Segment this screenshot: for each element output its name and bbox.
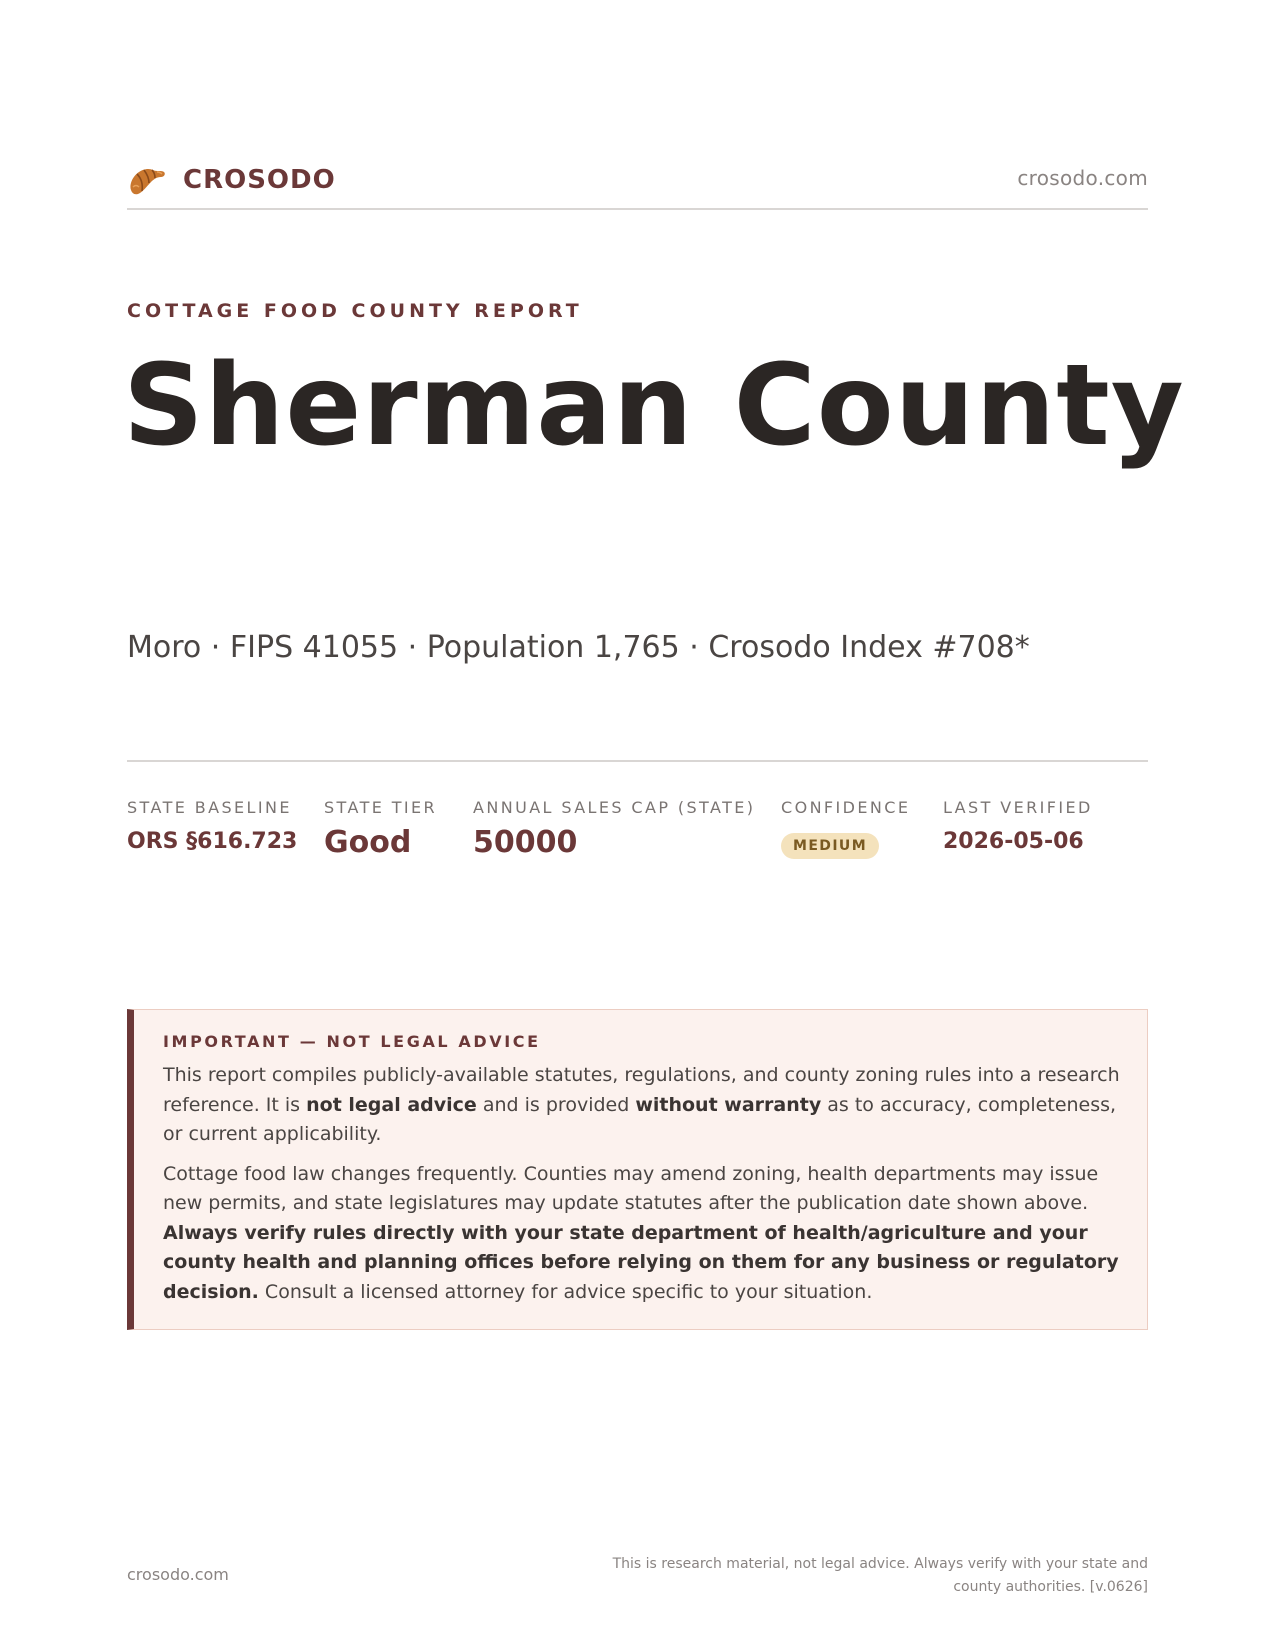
footer-disclaimer: This is research material, not legal advice. Always verify with your state and county authorities. [v.0626] xyxy=(612,1556,1148,1595)
notice-paragraph-1 xyxy=(163,1061,1123,1150)
report-eyebrow: COTTAGE FOOD COUNTY REPORT xyxy=(127,300,583,322)
brand-name: CROSODO xyxy=(183,165,336,195)
notice-emphasis: without warranty xyxy=(635,1093,822,1116)
report-page xyxy=(123,0,1185,1650)
stat-value: 50000 xyxy=(473,825,578,860)
stat-sales-cap xyxy=(473,798,755,860)
notice-text: This report compiles publicly-available statutes, regulations, and county zoning rules into a research reference. It is xyxy=(163,1064,1120,1116)
county-summary-line: Moro · FIPS 41055 · Population 1,765 · Crosodo Index #708* xyxy=(127,630,1030,665)
stat-label: ANNUAL SALES CAP (STATE) xyxy=(473,798,756,817)
stat-label: STATE BASELINE xyxy=(127,798,292,817)
stat-value: 2026-05-06 xyxy=(943,829,1084,854)
stat-label: STATE TIER xyxy=(324,798,438,817)
notice-title: IMPORTANT — NOT LEGAL ADVICE xyxy=(163,1032,541,1051)
stat-label: CONFIDENCE xyxy=(781,798,911,817)
notice-text: as to accuracy, completeness, or current applicability. xyxy=(163,1093,1117,1145)
notice-text: Consult a licensed attorney for advice specific to your situation. xyxy=(258,1280,873,1303)
stat-state-baseline xyxy=(127,798,297,854)
header-divider xyxy=(127,208,1148,210)
confidence-badge: MEDIUM xyxy=(781,833,879,859)
stat-value: Good xyxy=(324,825,412,860)
header-site-link[interactable]: crosodo.com xyxy=(1017,166,1148,190)
notice-text: and is provided xyxy=(476,1093,636,1116)
stats-divider xyxy=(127,760,1148,762)
stat-value: ORS §616.723 xyxy=(127,829,298,854)
brand[interactable] xyxy=(127,160,336,200)
footer-site-link[interactable]: crosodo.com xyxy=(127,1565,229,1584)
page-header xyxy=(127,160,1148,210)
stat-confidence xyxy=(781,798,910,859)
croissant-icon xyxy=(127,160,167,200)
stat-state-tier xyxy=(324,798,437,860)
notice-emphasis: not legal advice xyxy=(306,1093,477,1116)
stat-label: LAST VERIFIED xyxy=(943,798,1093,817)
notice-emphasis: Always verify rules directly with your state department of health/agriculture and your county health and planning offices before relying on them for any business or regulatory decision. xyxy=(163,1221,1119,1303)
notice-paragraph-2 xyxy=(163,1160,1123,1308)
stat-last-verified xyxy=(943,798,1093,854)
legal-notice xyxy=(127,1009,1148,1330)
stats-row xyxy=(127,798,1148,878)
page-title: Sherman County xyxy=(123,341,1185,471)
notice-text: Cottage food law changes frequently. Counties may amend zoning, health departments may issue new permits, and state legislatures may update statutes after the publication date shown above. xyxy=(163,1162,1099,1214)
